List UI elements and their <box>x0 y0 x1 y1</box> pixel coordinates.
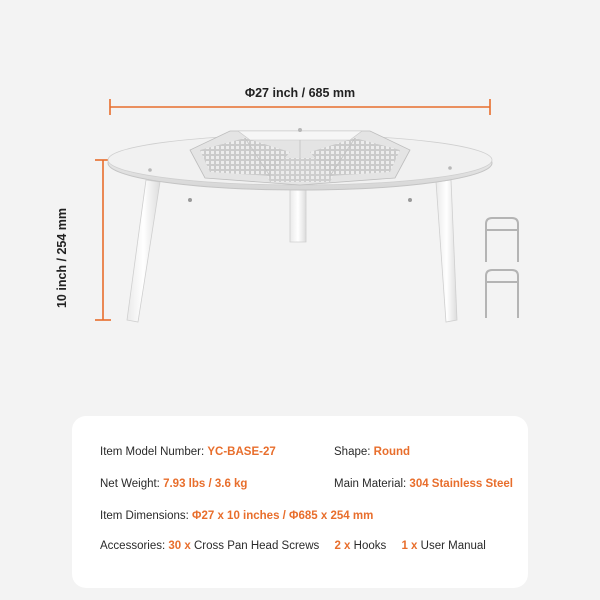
item-dimensions-label: Item Dimensions: <box>100 510 193 522</box>
hook-icon <box>486 218 518 262</box>
material-value: 304 Stainless Steel <box>409 478 513 490</box>
item-dimensions-row <box>100 510 373 522</box>
manual-quantity: 1 x <box>401 540 418 552</box>
model-number-row <box>100 446 276 458</box>
width-dimension-label: Φ27 inch / 685 mm <box>244 86 356 100</box>
screws-name: Cross Pan Head Screws <box>190 540 320 552</box>
net-weight-label: Net Weight: <box>100 478 164 490</box>
shape-row <box>334 446 410 458</box>
hooks-quantity: 2 x <box>334 540 351 552</box>
screws-quantity: 30 x <box>168 540 191 552</box>
shape-value: Round <box>373 446 411 458</box>
table-legs <box>127 180 457 322</box>
material-row <box>334 478 513 490</box>
shape-label: Shape: <box>334 446 374 458</box>
hook-icon <box>486 270 518 318</box>
height-dimension-arrow-icon <box>95 160 111 320</box>
spec-card <box>72 416 528 588</box>
net-weight-value: 7.93 lbs / 3.6 kg <box>163 478 248 490</box>
hooks-name: Hooks <box>350 540 387 552</box>
model-number-label: Item Model Number: <box>100 446 208 458</box>
height-dimension-label: 10 inch / 254 mm <box>55 207 69 309</box>
accessories-label: Accessories: <box>100 540 169 552</box>
accessories-row <box>100 540 486 552</box>
item-dimensions-value: Φ27 x 10 inches / Φ685 x 254 mm <box>192 510 374 522</box>
width-dimension-arrow-icon <box>110 99 490 115</box>
material-label: Main Material: <box>334 478 410 490</box>
manual-name: User Manual <box>417 540 486 552</box>
net-weight-row <box>100 478 247 490</box>
model-number-value: YC-BASE-27 <box>207 446 276 458</box>
